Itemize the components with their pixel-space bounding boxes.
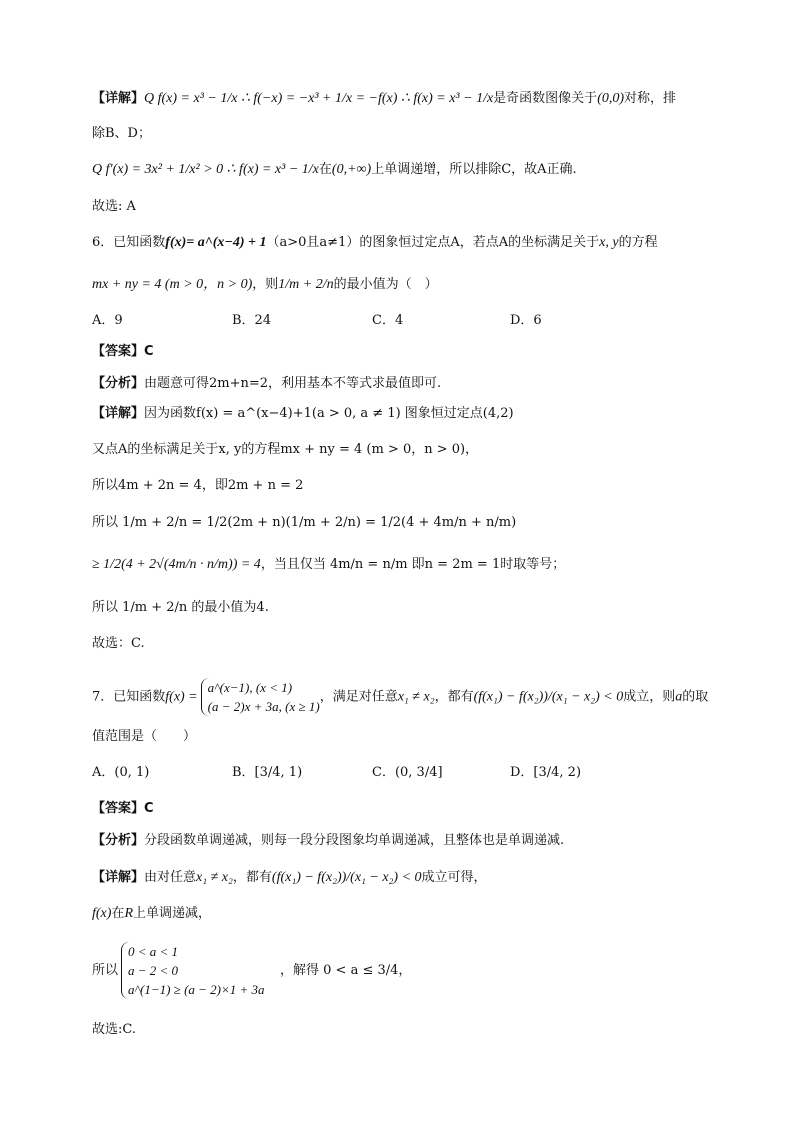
q7-option-b: B．[3/4, 1)	[232, 765, 303, 780]
q6-inequality-math: ≥ 1/2(4 + 2√(4m/n · n/m)) = 4	[92, 557, 261, 572]
q5-detail-line2: 除B、D；	[92, 126, 151, 141]
q7-detail-inequality: (f(x₁) − f(x₂))/(x₁ − x₂) < 0	[271, 870, 422, 885]
q7-analysis-text: 分段函数单调递减，则每一段分段图象均单调递减，且整体也是单调递减.	[144, 833, 565, 848]
q6-stem-prefix: 6．已知函数	[92, 235, 166, 250]
q6-detail-line2: 又点A的坐标满足关于x, y的方程mx + ny = 4 (m > 0，n > 0)，	[92, 442, 479, 457]
analysis-tag: 【分析】	[92, 376, 145, 391]
q7-piecewise	[201, 678, 320, 716]
q7-detail1-pre: 由对任意	[144, 870, 197, 885]
q7-inequality: (f(x₁) − f(x₂))/(x₁ − x₂) < 0	[473, 689, 624, 705]
q5-origin-point: (0,0)	[597, 91, 625, 106]
q7-detail-func: f(x)	[92, 906, 112, 921]
q7-sys-3: a^(1−1) ≥ (a − 2)×1 + 3a	[128, 982, 265, 997]
q6-detail-line3: 所以4m + 2n = 4，即2m + n = 2	[92, 478, 304, 493]
q5-interval: (0,+∞)	[331, 162, 372, 177]
q7-detail3-pre: 所以	[92, 963, 119, 978]
q6-expression: 1/m + 2/n	[278, 277, 334, 292]
q6-condition: （a>0且a≠1）的图象恒过定点A，若点A的坐标满足关于	[266, 235, 600, 250]
q6-stem2-text: ，则	[252, 277, 279, 292]
q6-option-d: D．6	[510, 313, 542, 328]
q7-option-a: A．(0, 1)	[92, 765, 150, 780]
q7-detail1-mid: ，都有	[232, 870, 272, 885]
q7-detail-line3	[92, 942, 411, 999]
q5-choice: 故选: A	[92, 199, 136, 214]
q6-analysis-text: 由题意可得2m+n=2，利用基本不等式求最值即可.	[144, 376, 442, 391]
q6-option-c: C．4	[372, 313, 404, 328]
q7-variable: a	[675, 689, 683, 705]
q7-stem-mid2: ，都有	[434, 689, 474, 705]
q7-detail-line2	[92, 904, 211, 924]
q6-stem-line1	[92, 233, 658, 253]
q6-analysis	[92, 374, 441, 394]
q7-sys-1: 0 < a < 1	[128, 944, 179, 959]
detail-tag: 【详解】	[92, 406, 145, 421]
q6-options	[92, 311, 542, 331]
q7-inequality-system	[121, 942, 280, 999]
q5-line3-mid: 在	[318, 162, 332, 177]
q7-options	[92, 763, 581, 783]
q7-detail-condition: x₁ ≠ x₂	[196, 870, 233, 885]
q7-option-c: C．(0, 3/4]	[372, 765, 443, 780]
q6-vars: x, y	[599, 235, 619, 250]
q6-stem-line2	[92, 275, 438, 295]
detail-tag: 【详解】	[92, 91, 145, 106]
q7-option-d: D．[3/4, 2)	[510, 765, 582, 780]
q7-detail2-mid: 在	[111, 906, 125, 921]
q7-stem-line1	[92, 678, 708, 716]
q5-odd-proof-math: Q f(x) = x³ − 1/x ∴ f(−x) = −x³ + 1/x = −f(x) ∴ f(x) = x³ − 1/x	[144, 91, 494, 106]
q5-line1-tail: 对称，排	[624, 91, 677, 106]
q7-detail1-tail: 成立可得，	[421, 870, 487, 885]
q6-detail1-text: 因为函数f(x) = a^(x−4)+1(a > 0, a ≠ 1) 图象恒过定点(4,2)	[144, 406, 514, 421]
q6-option-a: A．9	[92, 313, 123, 328]
q7-stem-prefix: 7．已知函数	[92, 689, 166, 705]
q7-analysis	[92, 831, 564, 851]
q6-choice: 故选：C.	[92, 636, 145, 651]
q7-condition: x₁ ≠ x₂	[397, 689, 435, 705]
q7-solution: ，解得 0 < a ≤ 3/4，	[280, 963, 412, 978]
q7-piece1: a^(x−1), (x < 1)	[207, 680, 293, 695]
q7-piece2: (a − 2)x + 3a, (x ≥ 1)	[207, 699, 320, 714]
q7-detail2-tail: 上单调递减，	[133, 906, 212, 921]
q6-equality-condition: ，当且仅当 4m/n = n/m 即n = 2m = 1时取等号；	[260, 557, 566, 572]
q7-answer: 【答案】C	[92, 801, 154, 816]
q7-sys-2: a − 2 < 0	[128, 963, 179, 978]
q6-answer: 【答案】C	[92, 344, 154, 359]
q7-choice: 故选:C.	[92, 1022, 136, 1037]
q6-stem-tail: 的方程	[618, 235, 658, 250]
q7-stem-line2: 值范围是（ ）	[92, 729, 197, 744]
q7-stem-end: 的取	[682, 689, 709, 705]
q7-detail-line1	[92, 868, 487, 888]
q5-line3-tail: 上单调递增，所以排除C，故A正确.	[371, 162, 577, 177]
q5-derivative-math: Q f′(x) = 3x² + 1/x² > 0 ∴ f(x) = x³ − 1/x	[92, 162, 319, 177]
q6-detail-line1	[92, 404, 514, 424]
detail-tag: 【详解】	[92, 870, 145, 885]
q7-stem-tail: 成立，则	[623, 689, 676, 705]
q5-detail-line3	[92, 160, 577, 180]
q6-detail-line5	[92, 555, 565, 575]
q5-line1-text: 是奇函数图像关于	[493, 91, 598, 106]
q6-option-b: B．24	[232, 313, 272, 328]
q6-detail-line6: 所以 1/m + 2/n 的最小值为4.	[92, 600, 269, 615]
q6-equation: mx + ny = 4 (m > 0，n > 0)	[92, 277, 253, 292]
q6-function: f(x)= a^(x−4) + 1	[165, 235, 267, 250]
q7-function: f(x) =	[165, 689, 198, 705]
q7-stem-mid: ，满足对任意	[319, 689, 398, 705]
q6-stem2-tail: 的最小值为（ ）	[333, 277, 438, 292]
analysis-tag: 【分析】	[92, 833, 145, 848]
q7-real-set: R	[124, 906, 134, 921]
q6-detail-line4: 所以 1/m + 2/n = 1/2(2m + n)(1/m + 2/n) = 1/2(4 + 4m/n + n/m)	[92, 515, 517, 530]
q5-detail-line1	[92, 89, 676, 109]
